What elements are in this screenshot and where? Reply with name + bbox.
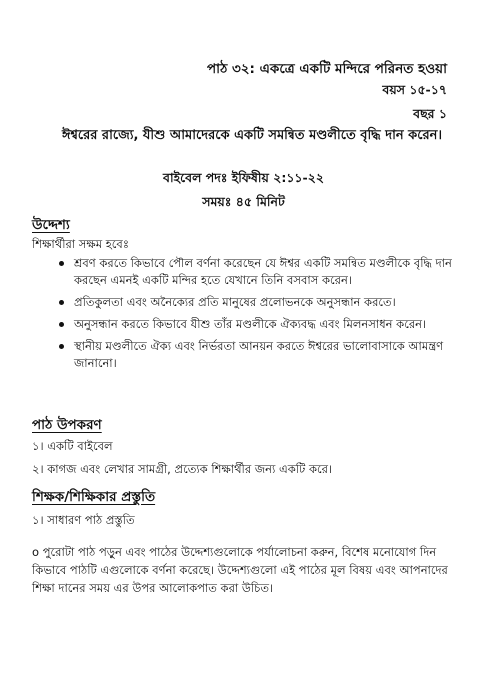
materials-item: ২। কাগজ এবং লেখার সামগ্রী, প্রত্যেক শিক্ষার্থীর জন্য একটি করে। [32,462,333,476]
materials-item: ১। একটি বাইবেল [32,439,113,453]
bible-reference: বাইবেল পদঃ ইফিষীয় ২:১১-২২ [163,170,324,185]
list-item: শ্রবণ করতে কিভাবে পৌল বর্ণনা করেছেন যে ঈশ্বর একটি সমন্বিত মণ্ডলীকে বৃদ্ধি দান করছেন এমনই একটি মন্দির হতে যেখানে তিনি বসবাস করেন। [62,255,452,289]
lesson-title: পাঠ ৩২: একত্রে একটি মন্দিরে পরিনত হওয়া [206,61,447,77]
list-item: প্রতিকুলতা এবং অনৈক্যের প্রতি মানুষের প্রলোভনকে অনুসন্ধান করতে। [62,294,452,311]
materials-heading: পাঠ উপকরণ [32,417,102,433]
preparation-heading: শিক্ষক/শিক্ষিকার প্রস্তুতি [32,489,156,505]
list-item: স্থানীয় মণ্ডলীতে ঐক্য এবং নির্ভরতা আনয়ন করতে ঈশ্বরের ভালোবাসাকে আমন্ত্রণ জানানো। [62,338,452,372]
objectives-heading: উদ্দেশ্য [32,217,70,233]
preparation-paragraph: o পুরোটা পাঠ পড়ুন এবং পাঠের উদ্দেশ্যগুলোকে পর্যালোচনা করুন, বিশেষ মনোযোগ দিন কিভাবে পাঠটি এগুলোকে বর্ণনা করেছে। উদ্দেশ্যগুলো এই পাঠের মূল বিষয় এবং আপনাদের শিক্ষা দানের সময় এর উপর আলোকপাত করা উচিত। [32,545,448,595]
main-title: ঈশ্বরের রাজ্যে, যীশু আমাদেরকে একটি সমন্বিত মণ্ডলীতে বৃদ্ধি দান করেন। [61,128,443,143]
age-range: বয়স ১৫-১৭ [382,82,447,97]
list-item: অনুসন্ধান করতে কিভাবে যীশু তাঁর মণ্ডলীকে ঐক্যবদ্ধ এবং মিলনসাধন করেন। [62,316,452,333]
objectives-list [62,255,452,377]
time-duration: সময়ঃ ৪৫ মিনিট [202,194,285,209]
year-label: বছর ১ [413,106,447,121]
preparation-subheading: ১। সাধারণ পাঠ প্রস্তুতি [32,513,135,527]
objectives-intro: শিক্ষার্থীরা সক্ষম হবেঃ [32,237,129,251]
